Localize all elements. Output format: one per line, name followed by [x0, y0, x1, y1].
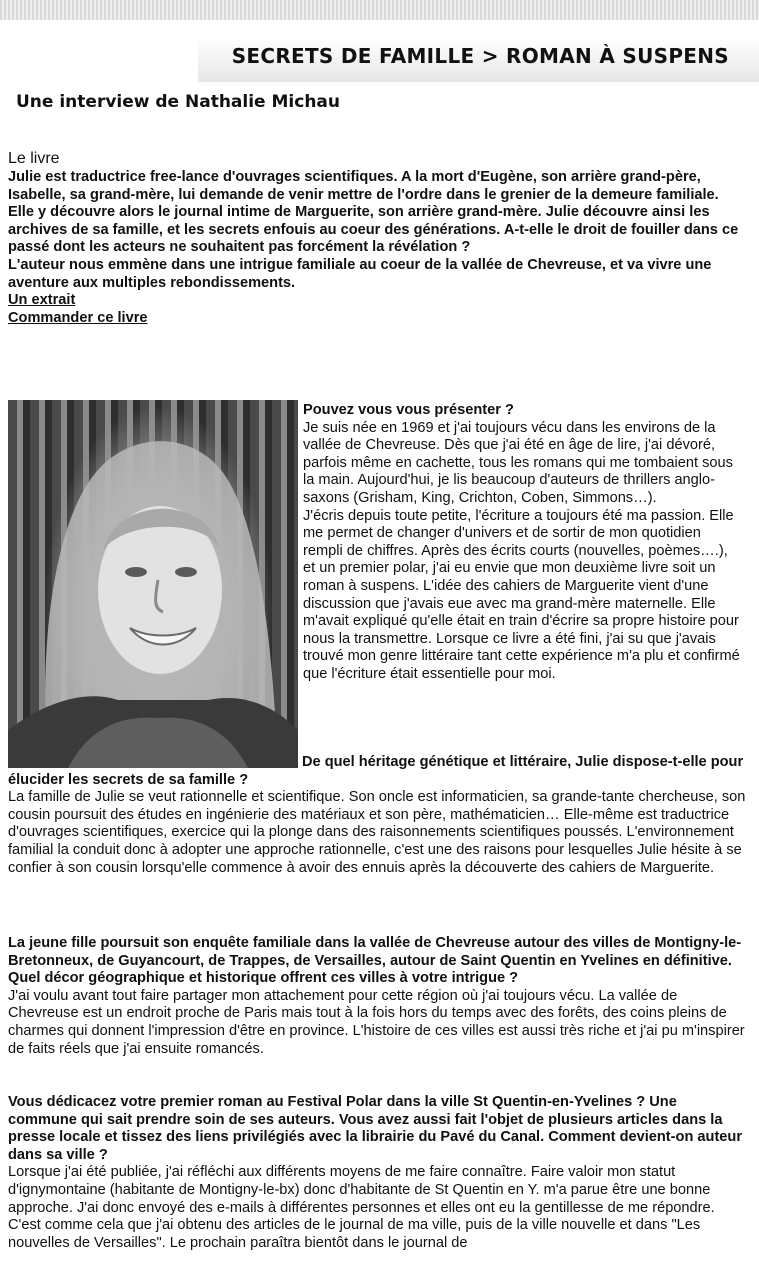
interview-answer-continued: J'écris depuis toute petite, l'écriture a toujours été ma passion. Elle me permet de changer d'univers et de sortir de mon quotidien rempli de chiffres. Après des écrits courts (nouvelles, poèmes….), et un premier polar, j'ai eu envie que mon deuxième livre soit un roman à suspens. L'idée des cahiers de Marguerite vient d'une discussion que j'avais eue avec ma grand-mère maternelle. Elle m'avait expliqué qu'elle était en train d'écrire sa propre histoire pour nous la transmettre. Lorsque ce livre a été fini, j'ai su que j'avais trouvé mon genre littéraire tant cette expérience m'a plu et confirmé que l'écriture était essentielle pour moi. — [303, 507, 740, 682]
interview-answer: La famille de Julie se veut rationnelle et scientifique. Son oncle est informaticien, sa grande-tante chercheuse, son cousin poursuit des études en ingénierie des matériaux et son père, mathématicien… Elle-même est traductrice d'ouvrages scientifiques, exercice qui la plonge dans des raisonnements scientifiques poussés. L'environnement familial la conduit donc à adopter une approche rationnelle, c'est une des raisons pour lesquelles Julie hésite à se confier à son cousin lorsqu'elle commence à avoir des ennuis après la découverte des cahiers de Marguerite. — [8, 789, 746, 876]
interview-answer: J'ai voulu avant tout faire partager mon attachement pour cette région où j'ai toujours vécu. La vallée de Chevreuse est un endroit proche de Paris mais tout à la fois hors du temps avec des forêts, des coins pleins de charmes qui donnent l'impression d'être en province. L'histoire de ces villes est aussi très riche et j'ai pu m'inspirer de faits réels que j'ai ensuite romancés. — [8, 987, 745, 1057]
interview-subtitle: Une interview de Nathalie Michau — [16, 92, 341, 112]
interview-qa-2 — [8, 754, 748, 877]
interview-qa-4 — [8, 1094, 748, 1252]
interview-answer: Lorsque j'ai été publiée, j'ai réfléchi aux différents moyens de me faire connaître. Faire valoir mon statut d'ignymontaine (habitante de Montigny-le-bx) donc d'habitante de St Quentin en Y. m'a parue être une bonne approche. J'ai donc envoyé des e-mails à différentes personnes et elles ont eu la gentillesse de me répondre. C'est comme cela que j'ai obtenu des articles de le journal de ma ville, puis de la ville nouvelle et dans "Les nouvelles de Versailles". Le prochain paraîtra bientôt dans le journal de — [8, 1164, 715, 1251]
interview-qa-1 — [303, 402, 743, 684]
scan-edge — [0, 0, 759, 20]
author-photo — [8, 400, 298, 768]
book-section-title: Le livre — [8, 150, 60, 167]
page-title: SECRETS DE FAMILLE > ROMAN À SUSPENS — [231, 44, 729, 68]
interview-question: De quel héritage génétique et littéraire, Julie dispose-t-elle pour élucider les secrets de sa famille ? — [8, 754, 744, 788]
interview-question: Vous dédicacez votre premier roman au Festival Polar dans la ville St Quentin-en-Yvelines ? Une commune qui sait prendre soin de ses auteurs. Vous avez aussi fait l'objet de plusieurs articles dans la presse locale et tissez des liens privilégiés avec la librairie du Pavé du Canal. Comment devient-on auteur dans sa ville ? — [8, 1094, 743, 1163]
author-portrait-illustration — [8, 400, 298, 768]
interview-answer: Je suis née en 1969 et j'ai toujours vécu dans les environs de la vallée de Chevreuse. Dès que j'ai été en âge de lire, j'ai dévoré, parfois même en cachette, tous les romans qui me tombaient sous la main. Aujourd'hui, je lis beaucoup d'auteurs de thrillers anglo-saxons (Grisham, King, Crichton, Coben, Simmons…). — [303, 419, 733, 506]
order-book-link[interactable]: Commander ce livre — [8, 309, 148, 326]
book-summary-2: L'auteur nous emmène dans une intrigue familiale au coeur de la vallée de Chevreuse, et va vivre une aventure aux multiples rebondissements. — [8, 256, 712, 291]
interview-qa-3 — [8, 935, 748, 1058]
interview-question: Pouvez vous vous présenter ? — [303, 402, 514, 418]
extract-link[interactable]: Un extrait — [8, 292, 76, 309]
book-section — [8, 150, 748, 327]
interview-question: La jeune fille poursuit son enquête familiale dans la vallée de Chevreuse autour des villes de Montigny-le-Bretonneux, de Guyancourt, de Trappes, de Versailles, autour de Saint Quentin en Yvelines en définitive. Quel décor géographique et historique offrent ces villes à votre intrigue ? — [8, 935, 742, 987]
book-summary: Julie est traductrice free-lance d'ouvrages scientifiques. A la mort d'Eugène, son arrière grand-père, Isabelle, sa grand-mère, lui demande de venir mettre de l'ordre dans le grenier de la demeure familiale. Elle y découvre alors le journal intime de Marguerite, son arrière grand-mère. Julie découvre ainsi les archives de sa famille, et les secrets enfouis au coeur des générations. A-t-elle le droit de fouiller dans ce passé dont les acteurs ne souhaitent pas forcément la révélation ? — [8, 169, 739, 256]
